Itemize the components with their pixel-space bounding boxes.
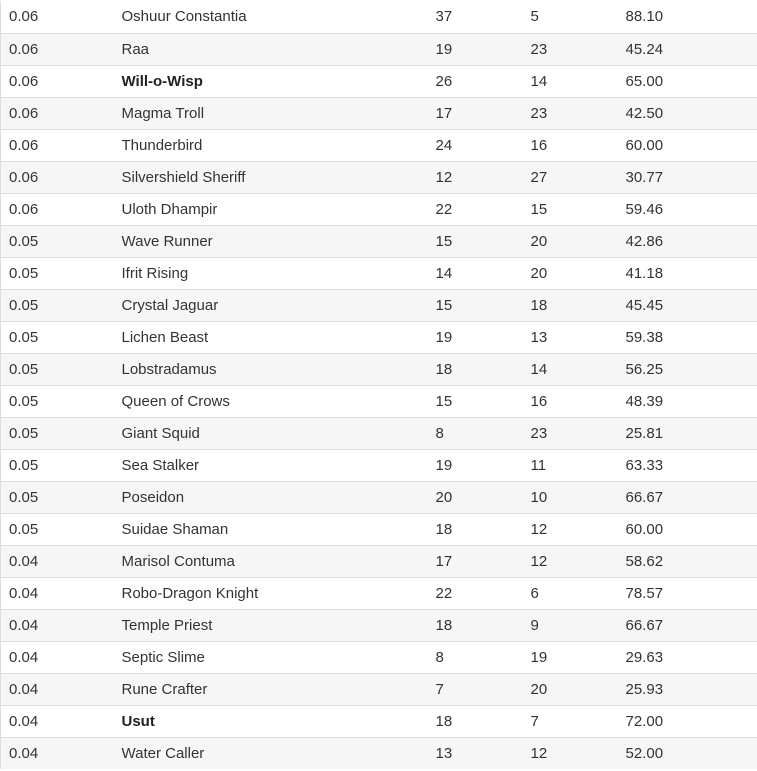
name-cell: Rune Crafter [114, 673, 428, 705]
wins-cell: 17 [428, 97, 523, 129]
losses-cell: 23 [523, 417, 618, 449]
win-percentage-cell: 88.10 [618, 1, 757, 33]
win-percentage-cell: 30.77 [618, 161, 757, 193]
wins-cell: 24 [428, 129, 523, 161]
name-cell: Magma Troll [114, 97, 428, 129]
rate-cell: 0.05 [1, 417, 114, 449]
losses-cell: 9 [523, 609, 618, 641]
table-row [1, 65, 757, 97]
win-percentage-cell: 60.00 [618, 129, 757, 161]
rate-cell: 0.06 [1, 1, 114, 33]
table-row [1, 417, 757, 449]
losses-cell: 11 [523, 449, 618, 481]
rate-cell: 0.05 [1, 257, 114, 289]
win-percentage-cell: 48.39 [618, 385, 757, 417]
losses-cell: 6 [523, 577, 618, 609]
losses-cell: 27 [523, 161, 618, 193]
name-cell: Septic Slime [114, 641, 428, 673]
table-row [1, 513, 757, 545]
name-cell: Water Caller [114, 737, 428, 769]
win-percentage-cell: 42.50 [618, 97, 757, 129]
wins-cell: 18 [428, 705, 523, 737]
losses-cell: 15 [523, 193, 618, 225]
losses-cell: 7 [523, 705, 618, 737]
wins-cell: 7 [428, 673, 523, 705]
name-cell: Robo-Dragon Knight [114, 577, 428, 609]
name-cell: Suidae Shaman [114, 513, 428, 545]
wins-cell: 20 [428, 481, 523, 513]
rate-cell: 0.05 [1, 481, 114, 513]
rate-cell: 0.06 [1, 129, 114, 161]
stats-table [0, 1, 757, 769]
win-percentage-cell: 60.00 [618, 513, 757, 545]
rate-cell: 0.04 [1, 609, 114, 641]
wins-cell: 19 [428, 449, 523, 481]
wins-cell: 18 [428, 353, 523, 385]
name-cell: Oshuur Constantia [114, 1, 428, 33]
losses-cell: 10 [523, 481, 618, 513]
table-row [1, 193, 757, 225]
name-cell: Sea Stalker [114, 449, 428, 481]
table-row [1, 577, 757, 609]
rate-cell: 0.05 [1, 449, 114, 481]
wins-cell: 14 [428, 257, 523, 289]
name-cell: Ifrit Rising [114, 257, 428, 289]
rate-cell: 0.05 [1, 513, 114, 545]
name-cell: Will-o-Wisp [114, 65, 428, 97]
win-percentage-cell: 78.57 [618, 577, 757, 609]
table-row [1, 385, 757, 417]
name-cell: Giant Squid [114, 417, 428, 449]
wins-cell: 26 [428, 65, 523, 97]
losses-cell: 20 [523, 673, 618, 705]
losses-cell: 16 [523, 385, 618, 417]
win-percentage-cell: 52.00 [618, 737, 757, 769]
name-cell: Temple Priest [114, 609, 428, 641]
name-cell: Uloth Dhampir [114, 193, 428, 225]
wins-cell: 19 [428, 33, 523, 65]
win-percentage-cell: 25.93 [618, 673, 757, 705]
wins-cell: 18 [428, 513, 523, 545]
rate-cell: 0.04 [1, 577, 114, 609]
losses-cell: 18 [523, 289, 618, 321]
rate-cell: 0.04 [1, 705, 114, 737]
table-row [1, 737, 757, 769]
rate-cell: 0.04 [1, 641, 114, 673]
wins-cell: 18 [428, 609, 523, 641]
rate-cell: 0.06 [1, 161, 114, 193]
wins-cell: 8 [428, 417, 523, 449]
table-row [1, 673, 757, 705]
table-row [1, 1, 757, 33]
table-row [1, 609, 757, 641]
win-percentage-cell: 66.67 [618, 481, 757, 513]
rate-cell: 0.05 [1, 225, 114, 257]
table-row [1, 129, 757, 161]
name-cell: Crystal Jaguar [114, 289, 428, 321]
win-percentage-cell: 25.81 [618, 417, 757, 449]
rate-cell: 0.06 [1, 193, 114, 225]
table-body [1, 1, 757, 769]
win-percentage-cell: 59.38 [618, 321, 757, 353]
losses-cell: 23 [523, 97, 618, 129]
win-percentage-cell: 63.33 [618, 449, 757, 481]
name-cell: Lobstradamus [114, 353, 428, 385]
table-row [1, 545, 757, 577]
rate-cell: 0.04 [1, 737, 114, 769]
win-percentage-cell: 45.24 [618, 33, 757, 65]
wins-cell: 15 [428, 289, 523, 321]
table-row [1, 705, 757, 737]
rate-cell: 0.06 [1, 65, 114, 97]
rate-cell: 0.04 [1, 545, 114, 577]
rate-cell: 0.05 [1, 321, 114, 353]
wins-cell: 15 [428, 385, 523, 417]
rate-cell: 0.05 [1, 353, 114, 385]
win-percentage-cell: 58.62 [618, 545, 757, 577]
table-row [1, 161, 757, 193]
losses-cell: 16 [523, 129, 618, 161]
losses-cell: 19 [523, 641, 618, 673]
rate-cell: 0.04 [1, 673, 114, 705]
losses-cell: 13 [523, 321, 618, 353]
win-percentage-cell: 41.18 [618, 257, 757, 289]
win-percentage-cell: 45.45 [618, 289, 757, 321]
losses-cell: 12 [523, 737, 618, 769]
wins-cell: 37 [428, 1, 523, 33]
wins-cell: 19 [428, 321, 523, 353]
losses-cell: 12 [523, 545, 618, 577]
win-percentage-cell: 72.00 [618, 705, 757, 737]
wins-cell: 17 [428, 545, 523, 577]
wins-cell: 22 [428, 193, 523, 225]
table-row [1, 481, 757, 513]
losses-cell: 20 [523, 257, 618, 289]
table-row [1, 225, 757, 257]
rate-cell: 0.06 [1, 97, 114, 129]
rate-cell: 0.05 [1, 385, 114, 417]
losses-cell: 12 [523, 513, 618, 545]
win-percentage-cell: 59.46 [618, 193, 757, 225]
name-cell: Poseidon [114, 481, 428, 513]
wins-cell: 22 [428, 577, 523, 609]
name-cell: Thunderbird [114, 129, 428, 161]
table-row [1, 97, 757, 129]
losses-cell: 20 [523, 225, 618, 257]
name-cell: Usut [114, 705, 428, 737]
wins-cell: 13 [428, 737, 523, 769]
losses-cell: 14 [523, 65, 618, 97]
win-percentage-cell: 42.86 [618, 225, 757, 257]
rate-cell: 0.05 [1, 289, 114, 321]
wins-cell: 8 [428, 641, 523, 673]
name-cell: Silvershield Sheriff [114, 161, 428, 193]
table-row [1, 449, 757, 481]
name-cell: Queen of Crows [114, 385, 428, 417]
name-cell: Lichen Beast [114, 321, 428, 353]
name-cell: Marisol Contuma [114, 545, 428, 577]
wins-cell: 12 [428, 161, 523, 193]
table-row [1, 321, 757, 353]
win-percentage-cell: 56.25 [618, 353, 757, 385]
table-row [1, 257, 757, 289]
name-cell: Wave Runner [114, 225, 428, 257]
losses-cell: 5 [523, 1, 618, 33]
win-percentage-cell: 66.67 [618, 609, 757, 641]
table-row [1, 641, 757, 673]
name-cell: Raa [114, 33, 428, 65]
losses-cell: 23 [523, 33, 618, 65]
win-percentage-cell: 65.00 [618, 65, 757, 97]
table-row [1, 353, 757, 385]
losses-cell: 14 [523, 353, 618, 385]
win-percentage-cell: 29.63 [618, 641, 757, 673]
table-row [1, 33, 757, 65]
rate-cell: 0.06 [1, 33, 114, 65]
wins-cell: 15 [428, 225, 523, 257]
table-row [1, 289, 757, 321]
